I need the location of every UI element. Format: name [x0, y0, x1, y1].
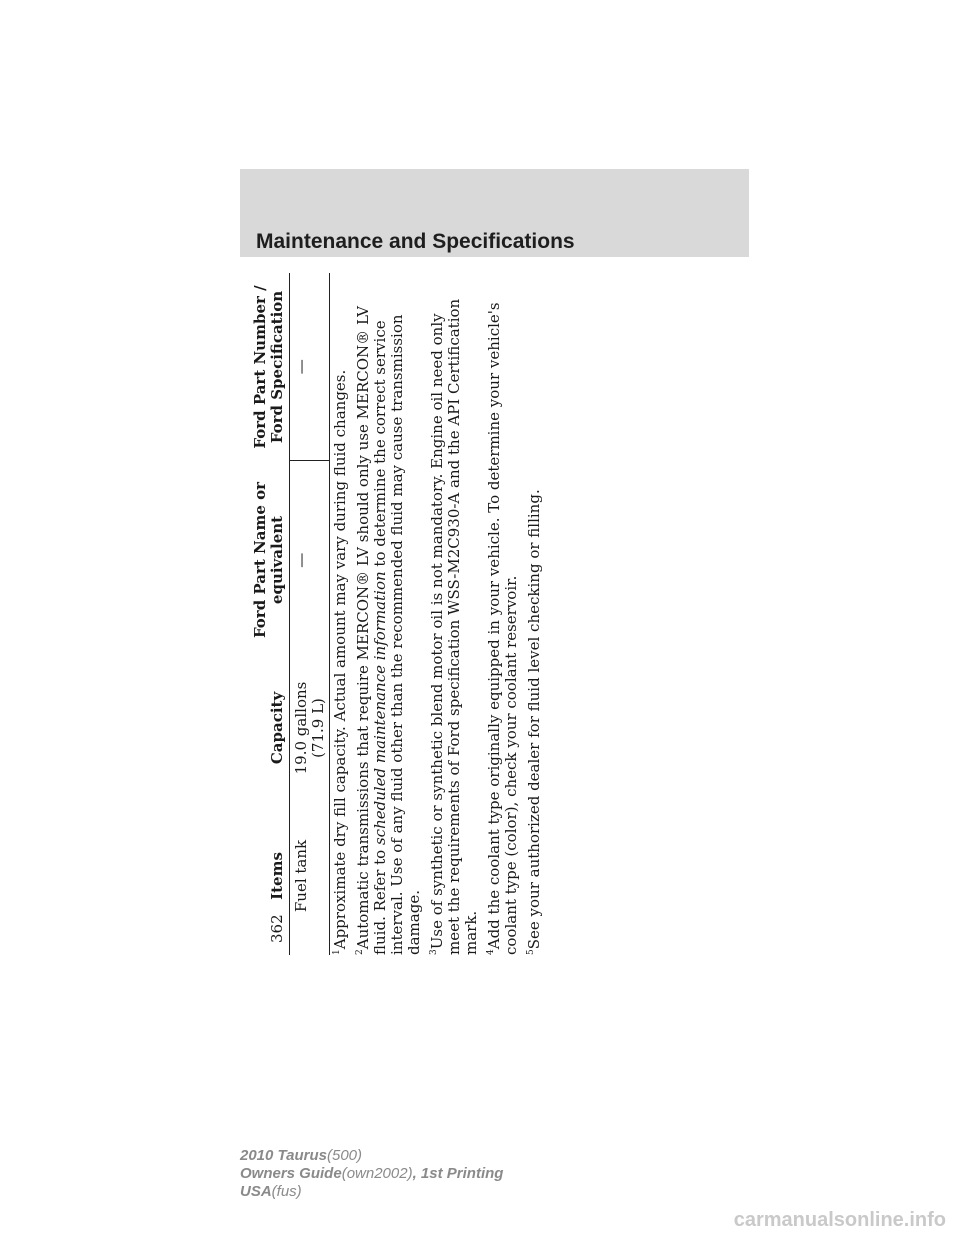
table-row: [290, 273, 330, 955]
footnote-5: $^5$See your authorized dealer for fluid level checking or filling.: [525, 489, 543, 955]
section-title: Maintenance and Specifications: [256, 230, 575, 253]
col-header-items: Items: [268, 852, 286, 900]
rotated-content: [240, 265, 543, 955]
watermark: carmanualsonline.info: [733, 1209, 946, 1231]
cell-capacity: 19.0 gallons (71.9 L): [290, 659, 330, 797]
cell-part-number: —: [290, 273, 330, 461]
footnotes: [332, 273, 549, 955]
footnote-3: $^3$Use of synthetic or synthetic blend motor oil is not mandatory. Engine oil need only meet the requirements of Ford specification WSS-M2C930-A and the API Certification mark.: [428, 298, 480, 955]
footnote-1: $^1$Approximate dry fill capacity. Actual amount may vary during fluid changes.: [331, 369, 349, 955]
print-footer: [240, 1147, 503, 1201]
footer-line-2: Owners Guide(own2002), 1st Printing: [240, 1165, 504, 1182]
cell-part-name: —: [290, 461, 330, 659]
cell-item: Fuel tank: [290, 797, 330, 955]
col-header-capacity: Capacity: [268, 691, 286, 765]
footer-line-1: 2010 Taurus(500): [240, 1147, 363, 1164]
footnote-4: $^4$Add the coolant type originally equipped in your vehicle. To determine your vehicle's coolant type (color), check your coolant reservoir.: [485, 302, 520, 955]
table-header-row: [252, 273, 290, 955]
col-header-part-number: Ford Part Number / Ford Specification: [251, 285, 286, 449]
col-header-part-name: Ford Part Name or equivalent: [251, 481, 286, 639]
capacity-table: [252, 273, 330, 955]
footnote-2: $^2$Automatic transmissions that require MERCON® LV should only use MERCON® LV fluid. Refer to scheduled maintenance information to determine the correct service interval. Use of any fluid other than the recommended fluid may cause transmission damage.: [354, 306, 423, 955]
page-number: 362: [268, 914, 286, 943]
footer-line-3: USA(fus): [240, 1183, 302, 1200]
